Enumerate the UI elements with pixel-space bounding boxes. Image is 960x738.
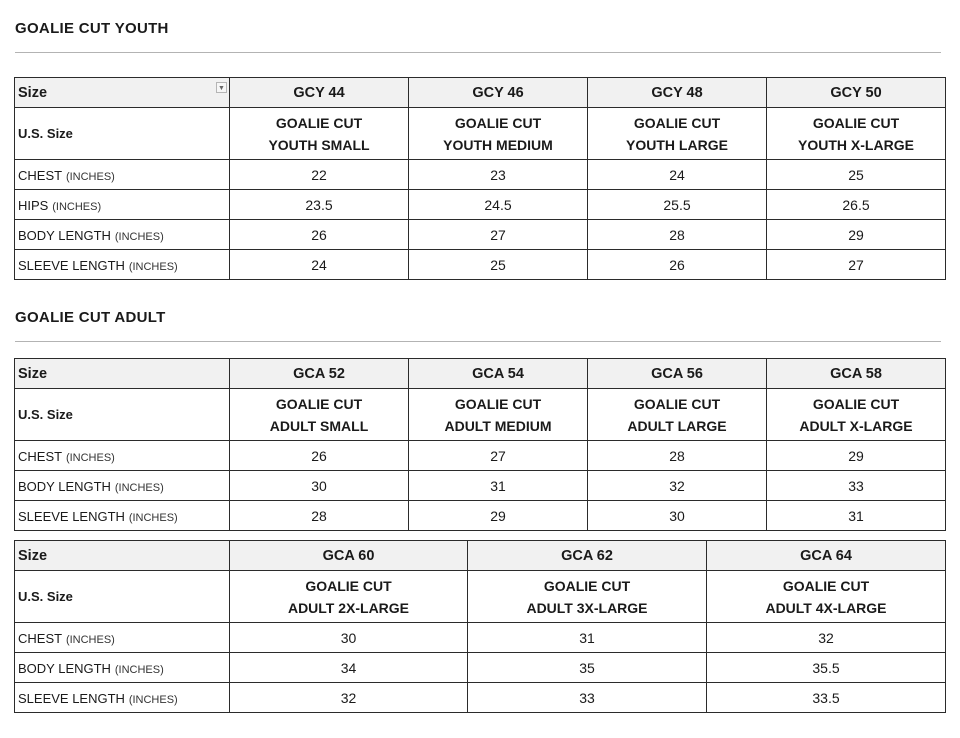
measurement-value: 30 (230, 623, 468, 653)
adult-plus-size-label: Size (15, 541, 230, 571)
measurement-value: 32 (707, 623, 946, 653)
measurement-value: 26 (230, 220, 409, 250)
measurement-label: BODY LENGTH (INCHES) (15, 471, 230, 501)
measurement-label: SLEEVE LENGTH (INCHES) (15, 250, 230, 280)
measurement-label: CHEST (INCHES) (15, 160, 230, 190)
measurement-value: 27 (767, 250, 946, 280)
measurement-value: 26.5 (767, 190, 946, 220)
adult-us-size: GOALIE CUT ADULT LARGE (588, 389, 767, 441)
measurement-value: 29 (767, 220, 946, 250)
adult-size-code: GCA 52 (230, 359, 409, 389)
measurement-label: CHEST (INCHES) (15, 623, 230, 653)
measurement-label: BODY LENGTH (INCHES) (15, 653, 230, 683)
youth-us-size-label: U.S. Size (15, 108, 230, 160)
youth-us-size: GOALIE CUT YOUTH X-LARGE (767, 108, 946, 160)
measurement-value: 29 (767, 441, 946, 471)
adult-size-table (14, 358, 946, 531)
measurement-label: BODY LENGTH (INCHES) (15, 220, 230, 250)
measurement-value: 25.5 (588, 190, 767, 220)
youth-size-code: GCY 50 (767, 78, 946, 108)
measurement-value: 28 (588, 441, 767, 471)
measurement-value: 25 (409, 250, 588, 280)
youth-size-code: GCY 44 (230, 78, 409, 108)
table-row (15, 653, 946, 683)
measurement-value: 33.5 (707, 683, 946, 713)
measurement-value: 22 (230, 160, 409, 190)
measurement-value: 26 (230, 441, 409, 471)
measurement-label: CHEST (INCHES) (15, 441, 230, 471)
youth-us-size: GOALIE CUT YOUTH LARGE (588, 108, 767, 160)
youth-size-label: Size (18, 84, 48, 101)
table-row (15, 471, 946, 501)
adult-plus-us-size-label: U.S. Size (15, 571, 230, 623)
measurement-label: SLEEVE LENGTH (INCHES) (15, 683, 230, 713)
youth-divider (15, 52, 941, 53)
youth-section-title: GOALIE CUT YOUTH (15, 20, 169, 37)
measurement-value: 35.5 (707, 653, 946, 683)
measurement-value: 31 (468, 623, 707, 653)
table-row (15, 501, 946, 531)
measurement-value: 24 (230, 250, 409, 280)
table-row (15, 683, 946, 713)
youth-us-size: GOALIE CUT YOUTH MEDIUM (409, 108, 588, 160)
measurement-value: 33 (767, 471, 946, 501)
adult-plus-size-table (14, 540, 946, 713)
youth-size-code: GCY 48 (588, 78, 767, 108)
measurement-value: 32 (588, 471, 767, 501)
adult-us-size-label: U.S. Size (15, 389, 230, 441)
table-row (15, 160, 946, 190)
filter-dropdown-icon[interactable]: ▼ (216, 82, 227, 93)
adult-size-code: GCA 54 (409, 359, 588, 389)
measurement-value: 32 (230, 683, 468, 713)
measurement-value: 24 (588, 160, 767, 190)
youth-size-header (15, 78, 230, 108)
youth-size-table (14, 77, 946, 280)
measurement-value: 23 (409, 160, 588, 190)
youth-us-size: GOALIE CUT YOUTH SMALL (230, 108, 409, 160)
measurement-value: 28 (230, 501, 409, 531)
table-row (15, 220, 946, 250)
adult-size-label: Size (15, 359, 230, 389)
measurement-value: 30 (230, 471, 409, 501)
measurement-value: 34 (230, 653, 468, 683)
adult-size-code: GCA 56 (588, 359, 767, 389)
table-row (15, 441, 946, 471)
adult-us-size: GOALIE CUT ADULT MEDIUM (409, 389, 588, 441)
measurement-value: 31 (767, 501, 946, 531)
measurement-value: 31 (409, 471, 588, 501)
measurement-value: 23.5 (230, 190, 409, 220)
adult-us-size: GOALIE CUT ADULT X-LARGE (767, 389, 946, 441)
measurement-value: 24.5 (409, 190, 588, 220)
measurement-value: 29 (409, 501, 588, 531)
adult-section-title: GOALIE CUT ADULT (15, 309, 166, 326)
table-row (15, 190, 946, 220)
adult-plus-size-code: GCA 62 (468, 541, 707, 571)
table-row (15, 623, 946, 653)
adult-plus-us-size: GOALIE CUT ADULT 3X-LARGE (468, 571, 707, 623)
adult-plus-us-size: GOALIE CUT ADULT 4X-LARGE (707, 571, 946, 623)
measurement-value: 28 (588, 220, 767, 250)
adult-plus-size-code: GCA 64 (707, 541, 946, 571)
measurement-value: 33 (468, 683, 707, 713)
adult-divider (15, 341, 941, 342)
table-row (15, 250, 946, 280)
measurement-value: 27 (409, 220, 588, 250)
adult-plus-us-size: GOALIE CUT ADULT 2X-LARGE (230, 571, 468, 623)
measurement-value: 25 (767, 160, 946, 190)
youth-size-code: GCY 46 (409, 78, 588, 108)
measurement-value: 35 (468, 653, 707, 683)
adult-us-size: GOALIE CUT ADULT SMALL (230, 389, 409, 441)
measurement-label: SLEEVE LENGTH (INCHES) (15, 501, 230, 531)
measurement-label: HIPS (INCHES) (15, 190, 230, 220)
adult-size-code: GCA 58 (767, 359, 946, 389)
measurement-value: 30 (588, 501, 767, 531)
adult-plus-size-code: GCA 60 (230, 541, 468, 571)
measurement-value: 27 (409, 441, 588, 471)
measurement-value: 26 (588, 250, 767, 280)
